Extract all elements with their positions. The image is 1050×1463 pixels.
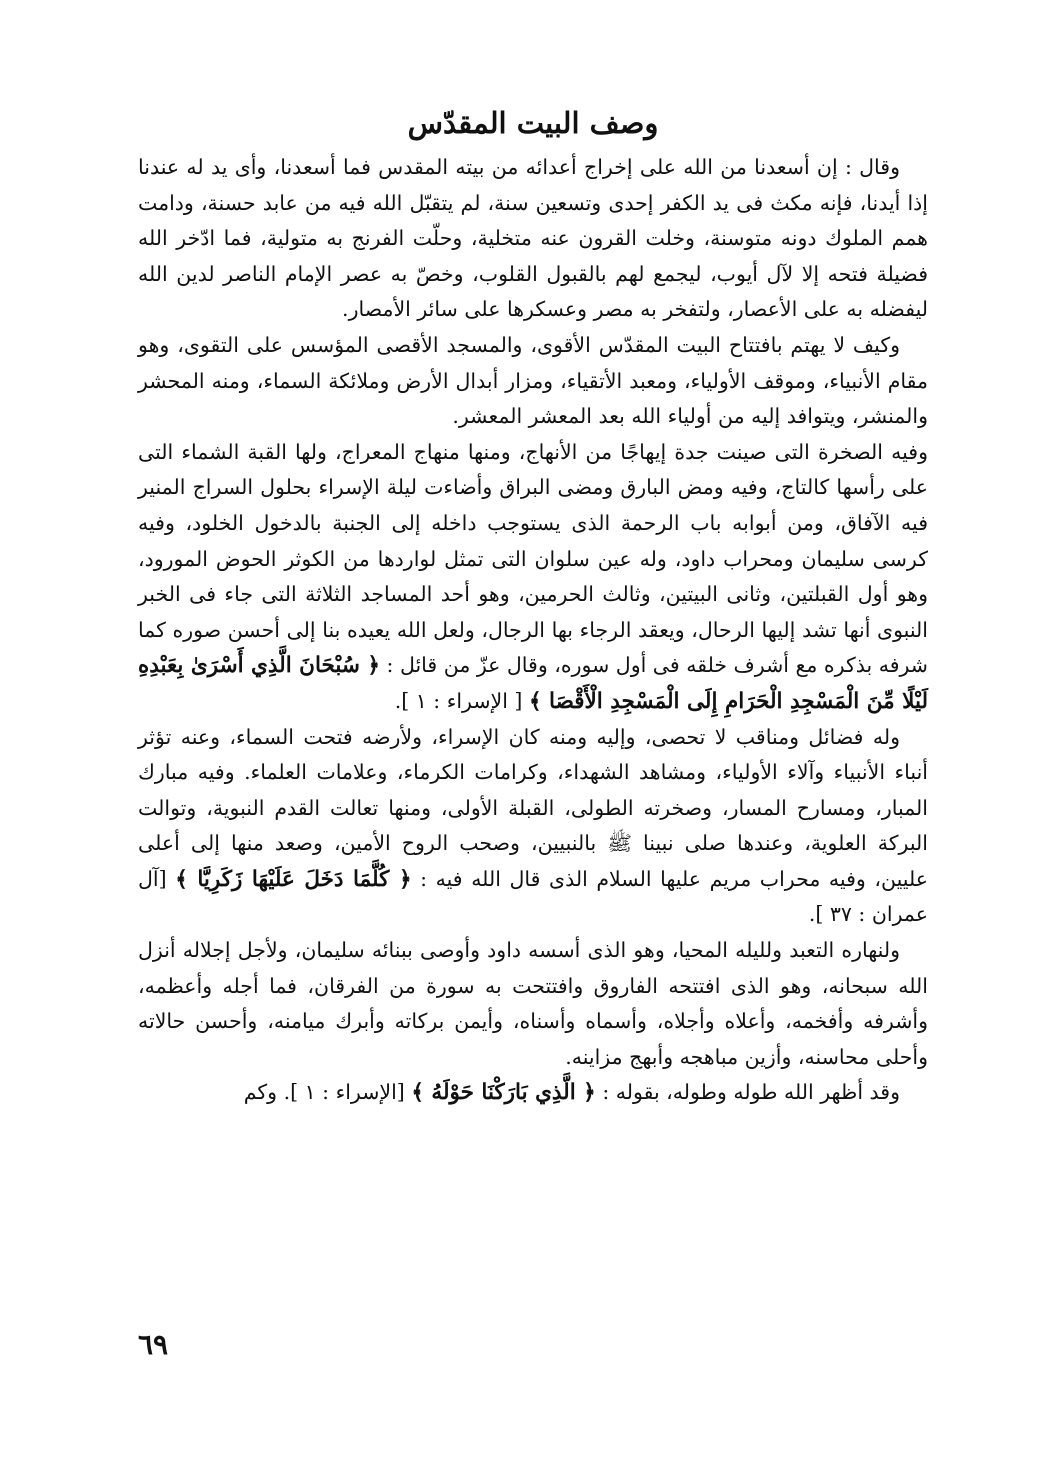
quran-verse-isra-1: ﴿ سُبْحَانَ الَّذِي أَسْرَىٰ بِعَبْدِهِ لَيْلًا مِّنَ الْمَسْجِدِ الْحَرَامِ إِلَى الْمَسْجِدِ الْأَقْصَا ﴾ — [138, 653, 928, 714]
page-number: ٦٩ — [138, 1328, 169, 1361]
paragraph-1: وقال : إن أسعدنا من الله على إخراج أعدائه من بيته المقدس فما أسعدنا، وأى يد له عندنا إذا أيدنا، فإنه مكث فى يد الكفر إحدى وتسعين سنة، لم يتقبّل الله فيه من عابد حسنة، ودامت همم الملوك دونه متوسنة، وخلت القرون عنه متخلية، وحلّت الفرنج به متولية، فما ادّخر الله فضيلة فتحه إلا لآل أيوب، ليجمع لهم بالقبول القلوب، وخصّ به عصر الإمام الناصر لدين الله ليفضله به على الأعصار، ولتفخر به مصر وعسكرها على سائر الأمصار. — [138, 155, 928, 322]
paragraph-6 — [138, 1075, 928, 1111]
page-body — [138, 100, 928, 1111]
page-title: وصف البيت المقدّس — [407, 106, 659, 140]
quran-verse-isra-1-part: ﴿ الَّذِي بَارَكْنَا حَوْلَهُ ﴾ — [411, 1080, 596, 1106]
paragraph-4 — [138, 720, 928, 934]
paragraph-2: وكيف لا يهتم بافتتاح البيت المقدّس الأقوى، والمسجد الأقصى المؤسس على التقوى، وهو مقام الأنبياء، وموقف الأولياء، ومعبد الأتقياء، ومزار أبدال الأرض وملائكة السماء، ومنه المحشر والمنشر، ويتوافد إليه من أولياء الله بعد المعشر المعشر. — [138, 332, 928, 429]
verse-reference: [الإسراء : ١ ]. وكم — [243, 1080, 405, 1105]
paragraph-5: ولنهاره التعبد ولليله المحيا، وهو الذى أسسه داود وأوصى ببنائه سليمان، ولأجل إجلاله أنزل الله سبحانه، وهو الذى افتتحه الفاروق وافتتحت به سورة من الفرقان، فما أجله وأعظمه، وأشرفه وأفخمه، وأعلاه وأجلاه، وأسماه وأسناه، وأيمن بركاته وأبرك ميامنه، وأحسن حالاته وأحلى محاسنه، وأزين مباهجه وأبهج مزاينه. — [138, 938, 928, 1069]
quran-verse-al-imran-37: ﴿ كُلَّمَا دَخَلَ عَلَيْهَا زَكَرِيَّا ﴾ — [175, 866, 412, 892]
paragraph-4-text: وله فضائل ومناقب لا تحصى، وإليه ومنه كان الإسراء، ولأرضه فتحت السماء، وعنه تؤثر أنباء الأنبياء وآلاء الأولياء، ومشاهد الشهداء، وكرامات الكرماء، وعلامات العلماء. وفيه مبارك المبار، ومسارح المسار، وصخرته الطولى، القبلة الأولى، ومنها تعالت القدم النبوية، وتوالت البركة العلوية، وعندها صلى نبينا ﷺ بالنبيين، وصحب الروح الأمين، وصعد منها إلى أعلى عليين، وفيه محراب مريم عليها السلام الذى قال الله فيه : — [138, 724, 928, 891]
verse-reference: [آل عمران : ٣٧ ]. — [138, 866, 928, 927]
paragraph-6-text: وقد أظهر الله طوله وطوله، بقوله : — [602, 1080, 900, 1105]
paragraph-3 — [138, 435, 928, 720]
paragraph-3-text: وفيه الصخرة التى صينت جدة إيهاجًا من الأنهاج، ومنها منهاج المعراج، ولها القبة الشماء التى على رأسها كالتاج، وفيه ومض البارق ومضى البراق وأضاءت ليلة الإسراء بحلول السراج المنير فيه الآفاق، ومن أبوابه باب الرحمة الذى يستوجب داخله إلى الجنبة بالدخول الخلود، وفيه كرسى سليمان ومحراب داود، وله عين سلوان التى تمثل لواردها من الكوثر الحوض المورود، وهو أول القبلتين، وثانى البيتين، وثالث الحرمين، وهو أحد المساجد الثلاثة التى جاء فى الخبر النبوى أنها تشد إليها الرحال، ويعقد الرجاء بها الرجال، ولعل الله يعيده بنا إلى أحسن صوره كما شرفه بذكره مع أشرف خلقه فى أول سوره، وقال عزّ من قائل : — [138, 439, 928, 678]
verse-reference: [ الإسراء : ١ ]. — [394, 688, 523, 713]
